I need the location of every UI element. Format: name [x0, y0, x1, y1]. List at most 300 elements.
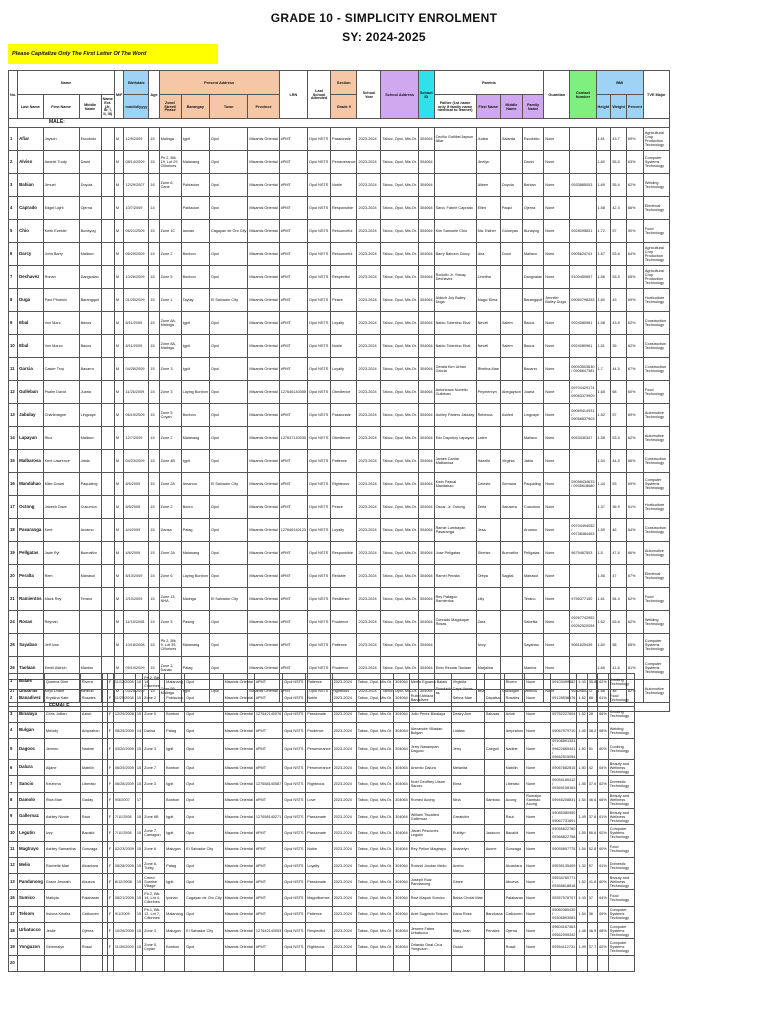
town-cell: Cagayan de Oro City	[185, 890, 223, 906]
last-school-cell: Opol NSTS	[283, 760, 306, 776]
section-cell: Passionate	[306, 706, 332, 722]
table-row	[9, 776, 635, 792]
row-no-cell: 14	[9, 427, 18, 450]
mother-first-cell: Mary Jean	[451, 923, 484, 939]
percent-cell: 66%	[598, 706, 609, 722]
lrn-cell: 127658140587	[254, 776, 282, 792]
tve-major-cell: Horticulture Technology	[643, 496, 669, 519]
province-cell: Misamis Oriental	[223, 776, 254, 792]
first-name-cell: Edgel Light	[43, 197, 79, 220]
age-cell: 15	[149, 381, 159, 404]
name-ext-cell	[101, 358, 114, 381]
barangay-cell: Poblacion	[181, 197, 209, 220]
barangay-cell: Amanoa	[181, 473, 209, 496]
height-cell: 1.69	[596, 174, 611, 197]
mother-middle-cell	[484, 674, 504, 690]
father-cell: Rodolfo Jr. Yinsay Dechavez	[434, 266, 476, 289]
school-address-cell: Taboc, Opol, Mis.Or.	[356, 825, 393, 841]
sex-cell: F	[107, 776, 113, 792]
school-id-cell: 304064	[418, 519, 434, 542]
middle-name-cell: Jabla	[79, 450, 101, 473]
province-cell: Misamis Oriental	[248, 611, 279, 634]
name-ext-cell	[101, 312, 114, 335]
birthdate-cell: 11/15/2008	[124, 611, 149, 634]
tve-major-cell: Food Technology	[608, 841, 634, 857]
row-no-cell: 11	[9, 358, 18, 381]
guardian-cell: None	[544, 128, 570, 151]
zone-cell: Dansa	[159, 519, 181, 542]
town-cell: Opol	[209, 358, 247, 381]
mother-family-cell: Palabaran	[504, 890, 525, 906]
mother-middle-cell	[484, 874, 504, 890]
tve-major-cell: Construction Technology	[643, 335, 669, 358]
mother-first-cell: Lalen	[476, 427, 500, 450]
section-cell: Passionate	[306, 809, 332, 825]
percent-cell: 62%	[626, 680, 643, 703]
sex-cell: M	[114, 427, 124, 450]
section-cell: Patience	[331, 450, 357, 473]
province-cell: Misamis Oriental	[248, 151, 279, 174]
tve-major-cell: Computer Systems Technology	[608, 825, 634, 841]
section-cell: Prudence	[306, 722, 332, 738]
first-name-cell: Von Marc	[43, 312, 79, 335]
table-row	[9, 243, 670, 266]
col-father: Father (1st name only if family name identical to learner)	[434, 95, 476, 119]
height-cell: 1.72	[596, 220, 611, 243]
lrn-cell: 127642140053	[254, 923, 282, 939]
table-row	[9, 565, 670, 588]
name-ext-cell	[101, 450, 114, 473]
table-row	[9, 760, 635, 776]
father-cell: Kim Samuele Chio	[434, 220, 476, 243]
height-cell: 1.49	[577, 809, 587, 825]
contact-cell: 09357578707	[551, 890, 577, 906]
mother-middle-cell: Dapalsa	[484, 690, 504, 706]
mother-first-cell: Greatchin	[451, 809, 484, 825]
lrn-cell: 127642140076	[254, 706, 282, 722]
zone-cell: Zone 6, Cane	[159, 174, 181, 197]
school-id-cell: 304064	[394, 825, 410, 841]
first-name-cell: Emeil Aldrich	[43, 657, 79, 680]
sex-cell: M	[114, 128, 124, 151]
guardian-cell: None	[544, 657, 570, 680]
province-cell: Misamis Oriental	[223, 923, 254, 939]
row-no-cell: 16	[9, 890, 18, 906]
col-mother-family: Family Name	[522, 95, 543, 119]
age-cell: 14	[135, 722, 142, 738]
contact-cell: 09128536176	[551, 690, 577, 706]
mother-family-cell: Bacarro	[522, 358, 543, 381]
barangay-cell: Malinga	[181, 588, 209, 611]
tve-major-cell: Computer Systems Technology	[643, 657, 669, 680]
weight-cell: 54.4	[611, 588, 627, 611]
row-no-cell: 8	[9, 289, 18, 312]
last-name-cell: Ebal	[18, 335, 43, 358]
province-cell: Misamis Oriental	[248, 197, 279, 220]
school-id-cell: 304064	[418, 680, 434, 703]
name-ext-cell	[101, 404, 114, 427]
mother-first-cell: Lineitha	[476, 266, 500, 289]
height-cell: 1.37	[596, 496, 611, 519]
middle-name-cell: Doyola	[79, 174, 101, 197]
middle-name-cell: Ojerna	[79, 197, 101, 220]
birthdate-cell: 10/18/2008	[124, 634, 149, 657]
school-year-cell: 2023-2024	[332, 825, 356, 841]
school-year-cell: 2023-2024	[332, 776, 356, 792]
middle-name-cell: Gonzaga	[80, 841, 102, 857]
guardian-cell: None	[544, 542, 570, 565]
contact-cell: 0928095831	[570, 220, 596, 243]
percent-cell	[598, 955, 609, 971]
tve-major-cell: Cooking Technology	[608, 706, 634, 722]
guardian-cell: None	[525, 923, 551, 939]
zone-cell: Zone 7	[143, 760, 165, 776]
father-cell: Aldrich Joy Bailey Duga	[434, 289, 476, 312]
birthdate-cell: 09/19/2009	[124, 657, 149, 680]
row-no-cell: 6	[9, 760, 18, 776]
middle-name-cell: Bacalid	[80, 825, 102, 841]
last-name-cell: Bulgan	[18, 722, 45, 738]
height-cell: 1.58	[596, 312, 611, 335]
row-no-cell: 6	[9, 243, 18, 266]
row-no-cell: 11	[9, 841, 18, 857]
barangay-cell: Pasing	[181, 611, 209, 634]
mother-first-cell: Jinelyn	[476, 151, 500, 174]
guardian-cell: None	[525, 760, 551, 776]
weight-cell: 52.8	[587, 841, 597, 857]
lrn-cell: #PMT	[254, 825, 282, 841]
row-no-cell: 10	[9, 335, 18, 358]
row-no-cell: 18	[9, 923, 18, 939]
percent-cell: 64%	[626, 243, 643, 266]
lrn-cell: #PMT	[254, 890, 282, 906]
zone-cell: Zone 4B	[159, 450, 181, 473]
province-cell: Misamis Oriental	[248, 588, 279, 611]
percent-cell: 60%	[598, 739, 609, 760]
school-year-cell: 2023-2024	[357, 151, 381, 174]
row-no-cell: 1	[9, 674, 18, 690]
weight-cell: 44.5	[611, 450, 627, 473]
col-name: Name	[18, 71, 115, 95]
guardian-cell: None	[544, 335, 570, 358]
table-row	[9, 427, 670, 450]
lrn-cell: 127646140055	[279, 381, 307, 404]
guardian-cell: None	[525, 739, 551, 760]
weight-cell: 68	[611, 381, 627, 404]
section-cell: Noble	[306, 841, 332, 857]
school-id-cell: 304064	[418, 588, 434, 611]
father-cell: Diosdado Caya Umas-as	[434, 680, 476, 703]
birthdate-cell: 7/11/2008	[113, 825, 135, 841]
birthdate-cell: 03/20/2009	[113, 739, 135, 760]
town-cell: Opol	[209, 174, 247, 197]
birthdate-cell: 08/21/2009	[113, 890, 135, 906]
school-year-cell: 2023-2024	[357, 243, 381, 266]
table-row	[9, 542, 670, 565]
father-cell: Noel Geoffrey Ulsan Sancio	[409, 776, 451, 792]
school-id-cell: 304064	[394, 722, 410, 738]
town-cell: Opol	[185, 874, 223, 890]
weight-cell: 55.5	[611, 151, 627, 174]
province-cell: Misamis Oriental	[223, 809, 254, 825]
sex-cell: M	[114, 266, 124, 289]
school-year-cell: 2023-2024	[357, 680, 381, 703]
tve-major-cell: Agricultural Crop Production Technology	[643, 243, 669, 266]
last-school-cell	[283, 955, 306, 971]
sex-cell: F	[107, 792, 113, 808]
mother-family-cell: David	[522, 151, 543, 174]
height-cell: 1.61	[596, 588, 611, 611]
row-no-cell: 10	[9, 825, 18, 841]
mother-family-cell: Mallaco	[522, 427, 543, 450]
school-id-cell: 304064	[418, 358, 434, 381]
section-cell: Passionate	[306, 825, 332, 841]
col-last-school: Last School Attended	[308, 71, 331, 119]
school-year-cell: 2023-2024	[357, 427, 381, 450]
last-school-cell: Opol NSTS	[308, 542, 331, 565]
last-name-cell: Telsom	[18, 906, 45, 922]
col-first-name: First Name	[43, 95, 79, 119]
contact-cell: 09055622760 / 09368822758	[551, 825, 577, 841]
row-no-cell: 17	[9, 906, 18, 922]
father-cell	[434, 151, 476, 174]
town-cell: El Salvador City	[209, 588, 247, 611]
weight-cell: 46.9	[587, 923, 597, 939]
weight-cell: 43.7	[611, 128, 627, 151]
tve-major-cell: Construction Technology	[643, 519, 669, 542]
last-name-cell: Alviso	[18, 151, 43, 174]
height-cell: 1.5	[596, 542, 611, 565]
last-name-cell: Peralta	[18, 565, 43, 588]
last-school-cell: Opol NSTS	[308, 335, 331, 358]
sex-cell: M	[114, 289, 124, 312]
school-address-cell: Taboc, Opol, Mis.Or.	[356, 874, 393, 890]
guardian-cell: None	[525, 841, 551, 857]
contact-cell: 09103499682	[551, 674, 577, 690]
mother-family-cell: Rivera	[504, 674, 525, 690]
contact-cell	[570, 128, 596, 151]
guardian-cell: None	[544, 427, 570, 450]
school-address-cell: Taboc, Opol, Mis.Or.	[381, 404, 418, 427]
guardian-cell: Romalyn Sambao Acong	[525, 792, 551, 808]
sex-cell: M	[114, 634, 124, 657]
town-cell: El Salvador City	[209, 473, 247, 496]
zone-cell: Zone 8A, Malinga	[159, 312, 181, 335]
last-school-cell: Opol NSTS	[308, 473, 331, 496]
percent-cell: 66%	[598, 792, 609, 808]
last-school-cell: Opol NSTS	[308, 427, 331, 450]
last-name-cell: Gulleban	[18, 381, 43, 404]
lrn-cell: #PMT	[254, 739, 282, 760]
first-name-cell: Jade Ryl	[43, 542, 79, 565]
table-row	[9, 381, 670, 404]
last-school-cell: Opol NSTS	[283, 722, 306, 738]
last-school-cell: Opol NSTS	[283, 674, 306, 690]
last-name-cell: Pasaranga	[18, 519, 43, 542]
school-id-cell	[394, 955, 410, 971]
father-cell: Jerome Fabre Urbatucco	[409, 923, 451, 939]
last-name-cell: Urbatucco	[18, 923, 45, 939]
section-cell: Peace	[331, 289, 357, 312]
row-no-cell: 19	[9, 939, 18, 955]
table-row	[9, 404, 670, 427]
middle-name-cell: Mallaco	[79, 243, 101, 266]
school-year-cell: 2023-2024	[357, 381, 381, 404]
mother-family-cell: Azlub	[504, 706, 525, 722]
school-year-cell: 2023-2024	[357, 496, 381, 519]
guardian-cell: None	[544, 450, 570, 473]
first-name-cell: Mack Rey	[43, 588, 79, 611]
name-ext-cell	[101, 289, 114, 312]
col-barangay: Barangay	[181, 95, 209, 119]
barangay-cell: Igpit	[181, 358, 209, 381]
male-group-label: MALE:	[9, 119, 670, 128]
mother-family-cell: Liberato	[504, 776, 525, 792]
weight-cell: 57	[611, 220, 627, 243]
contact-cell: 09704494052 / 09738484463	[570, 519, 596, 542]
row-no-cell: 9	[9, 312, 18, 335]
age-cell: 15	[135, 939, 142, 955]
height-cell: 1.49	[577, 939, 587, 955]
age-cell: 16	[135, 674, 142, 690]
middle-name-cell: Azlub	[80, 706, 102, 722]
percent-cell: 66%	[626, 450, 643, 473]
percent-cell: 90%	[626, 220, 643, 243]
zone-cell: Ph.1, Blk. 12, Lot 7, Cillorines	[143, 906, 165, 922]
father-cell: Naldo Tolentino Ebal	[434, 335, 476, 358]
percent-cell: 68%	[598, 722, 609, 738]
guardian-cell: None	[544, 151, 570, 174]
town-cell: Opol	[209, 565, 247, 588]
mother-first-cell: Aileen	[476, 174, 500, 197]
percent-cell: 62%	[626, 427, 643, 450]
last-name-cell: Sayabao	[18, 634, 43, 657]
table-row	[9, 857, 635, 873]
table-row	[9, 519, 670, 542]
school-year-cell: 2023-2024	[357, 312, 381, 335]
age-cell: 15	[135, 825, 142, 841]
father-cell: Romeo Acong	[409, 792, 451, 808]
town-cell: Opol	[209, 128, 247, 151]
father-cell: Conrado Magduque Rosas	[434, 611, 476, 634]
last-name-cell: Legutin	[18, 825, 45, 841]
province-cell: Misamis Oriental	[223, 841, 254, 857]
height-cell: 1.65	[596, 657, 611, 680]
last-school-cell: Opol NSTS	[308, 220, 331, 243]
school-year-cell: 2023-2024	[332, 722, 356, 738]
zone-cell: Zone 6	[143, 841, 165, 857]
percent-cell: 69%	[598, 906, 609, 922]
town-cell: Opol	[209, 634, 247, 657]
tve-major-cell: Horticulture Technology	[643, 289, 669, 312]
age-cell: 15	[149, 634, 159, 657]
guardian-cell: None	[525, 825, 551, 841]
weight-cell: 57	[587, 857, 597, 873]
first-name-cell: Aljane	[44, 760, 80, 776]
first-name-cell: Khyll Drane	[43, 680, 79, 703]
guardian-cell: None	[544, 220, 570, 243]
barangay-cell: Igpit	[165, 874, 185, 890]
school-year-cell: 2023-2024	[357, 197, 381, 220]
birthdate-cell: 10/7/2009	[124, 197, 149, 220]
guardian-cell: None	[544, 680, 570, 703]
zone-cell: Zone 3	[143, 776, 165, 792]
row-no-cell: 5	[9, 220, 18, 243]
section-cell: Responsible	[331, 197, 357, 220]
first-name-cell: Paul Phoenix	[43, 289, 79, 312]
province-cell: Misamis Oriental	[248, 266, 279, 289]
contact-cell	[570, 151, 596, 174]
school-address-cell: Taboc, Opol, Mis.Or.	[356, 739, 393, 760]
name-ext-cell	[101, 588, 114, 611]
last-school-cell: Opol NSTS	[308, 611, 331, 634]
mother-family-cell: Nadine	[504, 739, 525, 760]
mother-family-cell: Terano	[522, 588, 543, 611]
middle-name-cell: Cusumon	[79, 496, 101, 519]
age-cell: 15	[135, 857, 142, 873]
table-row	[9, 450, 670, 473]
school-address-cell: Taboc, Opol, Mis.Or.	[381, 657, 418, 680]
contact-cell: 09704429174 / 09063373909	[570, 381, 596, 404]
school-address-cell: Taboc, Opol, Mis.Or.	[381, 266, 418, 289]
middle-name-cell: Alcantara	[80, 857, 102, 873]
section-cell: Passionate	[331, 404, 357, 427]
father-cell: Ravi Mapuh Sumico	[409, 890, 451, 906]
zone-cell	[159, 197, 181, 220]
father-cell: Joseph Ruiz Pandanong	[409, 874, 451, 890]
contact-cell: 09108891331 / 09822669441 / 09662515054	[552, 739, 576, 760]
birthdate-cell: 12/7/2009	[124, 427, 149, 450]
first-name-cell: Rem	[43, 565, 79, 588]
last-name-cell: Lapayan	[18, 427, 43, 450]
last-name-cell: Pandanong	[18, 874, 45, 890]
height-cell: 1.68	[596, 680, 611, 703]
lrn-cell: #PMT	[279, 197, 307, 220]
weight-cell: 37.7	[587, 939, 597, 955]
province-cell: Misamis Oriental	[223, 890, 254, 906]
row-no-cell: 16	[9, 473, 18, 496]
percent-cell: 61%	[598, 857, 609, 873]
lrn-cell: #PMT	[254, 874, 282, 890]
lrn-cell: #PMT	[279, 473, 307, 496]
sex-cell: M	[114, 588, 124, 611]
last-school-cell: Opol NSTS	[283, 874, 306, 890]
tve-major-cell: Beauty and Wellness Technology	[608, 792, 634, 808]
school-id-cell: 304064	[394, 939, 410, 955]
zone-cell: Ph.2, Blk. 14, Cillorines	[143, 674, 165, 690]
birthdate-cell	[113, 955, 135, 971]
sex-cell: F	[107, 857, 113, 873]
province-cell: Misamis Oriental	[248, 542, 279, 565]
contact-cell: 09055697775	[551, 841, 577, 857]
weight-cell: 53.6	[611, 243, 627, 266]
barangay-cell: Bonbon	[165, 792, 185, 808]
height-cell: 1.67	[596, 243, 611, 266]
father-cell: Rey Patagoc Ramientos	[434, 588, 476, 611]
town-cell: Opol	[209, 151, 247, 174]
birthdate-cell: 2/10/2009	[124, 588, 149, 611]
school-year-cell: 2023-2024	[332, 674, 356, 690]
mother-middle-cell	[500, 151, 522, 174]
school-id-cell: 304064	[418, 611, 434, 634]
zone-cell: Zone 2	[159, 427, 181, 450]
mother-middle-cell	[484, 722, 504, 738]
school-id-cell: 304064	[418, 634, 434, 657]
guardian-cell: None	[525, 690, 551, 706]
col-height: Height	[596, 95, 611, 119]
weight-cell: 51	[587, 739, 597, 760]
percent-cell: 63%	[626, 151, 643, 174]
